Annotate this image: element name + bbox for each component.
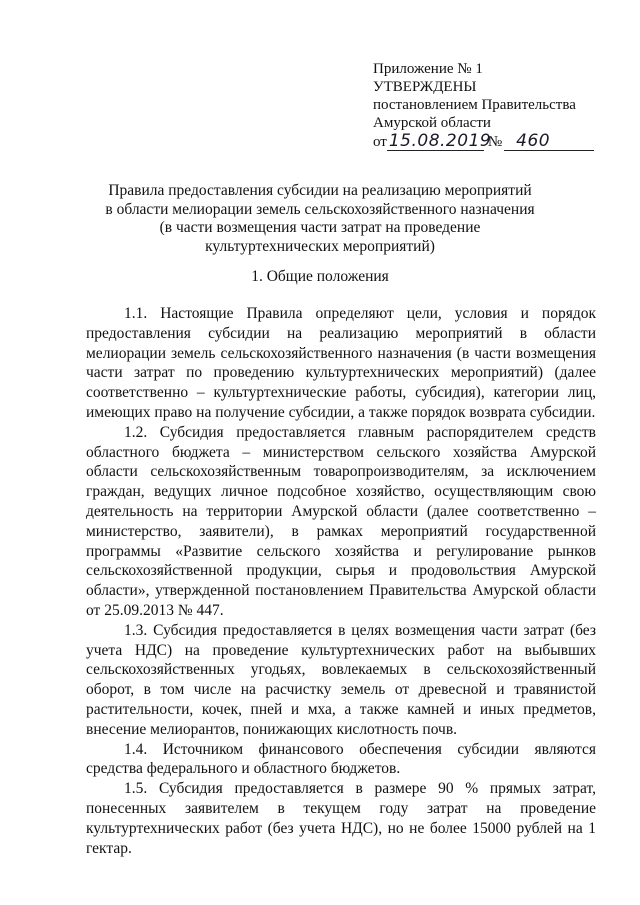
section-heading: 1. Общие положения (251, 268, 389, 285)
title-line-4: культуртехнических мероприятий) (205, 237, 435, 255)
paragraph-1-4: 1.4. Источником финансового обеспечения субсидии являются средства федерального и областного бюджетов. (86, 740, 596, 778)
approved-label: УТВЕРЖДЕНЫ (373, 79, 477, 95)
paragraph-1-2: 1.2. Субсидия предоставляется главным распорядителем средств областного бюджета – министерством сельского хозяйства Амурской области сельскохозяйственным товаропроизводителям, за исключением граждан, ведущих личное подсобное хозяйство, осуществляющим свою деятельность на территории Амурской области (далее соответственно – министерство, заявители), в рамках мероприятий государственной программы «Развитие сельского хозяйства и регулирование рынков сельскохозяйственной продукции, сырья и продовольствия Амурской области», утвержденной постановлением Правительства Амурской области от 25.09.2013 № 447. (86, 423, 596, 619)
handwritten-date: 15.08.2019 (388, 131, 492, 151)
title-line-3: (в части возмещения части затрат на проведение (159, 219, 481, 236)
paragraph-1-5: 1.5. Субсидия предоставляется в размере 90 % прямых затрат, понесенных заявителем в текущем году затрат на проведение культуртехнических работ (без учета НДС), но не более 15000 рублей на 1 гектар. (86, 780, 596, 857)
from-label: от (373, 134, 387, 150)
paragraph-1-1: 1.1. Настоящие Правила определяют цели, условия и порядок предоставления субсидии на реализацию мероприятий в области мелиорации земель сельскохозяйственного назначения (в части возмещения части затрат по проведению культуртехнических мероприятий) (далее соответственно – культуртехнические работы, субсидия), категории лиц, имеющих право на получение субсидии, а также порядок возврата субсидии. (86, 305, 596, 421)
handwritten-number: 460 (504, 132, 594, 151)
document-title (80, 182, 560, 256)
appendix-label: Приложение № 1 (373, 61, 483, 77)
title-line-1: Правила предоставления субсидии на реализацию мероприятий (108, 182, 532, 199)
region-label: Амурской области (373, 115, 491, 131)
date-number-line (373, 132, 618, 151)
paragraph-1-3: 1.3. Субсидия предоставляется в целях возмещения части затрат (без учета НДС) на проведение культуртехнических работ на выбывших сельскохозяйственных угодьях, вовлекаемых в сельскохозяйственный оборот, в том числе на расчистку земель от древесной и травянистой растительности, кочек, пней и мха, а также камней и иных предметов, внесение мелиорантов, понижающих кислотность почв. (86, 621, 596, 738)
approval-block (373, 60, 618, 151)
number-label: № (487, 134, 503, 150)
document-body (86, 304, 596, 858)
title-line-2: в области мелиорации земель сельскохозяйственного назначения (105, 200, 535, 218)
resolution-label: постановлением Правительства (373, 97, 576, 113)
